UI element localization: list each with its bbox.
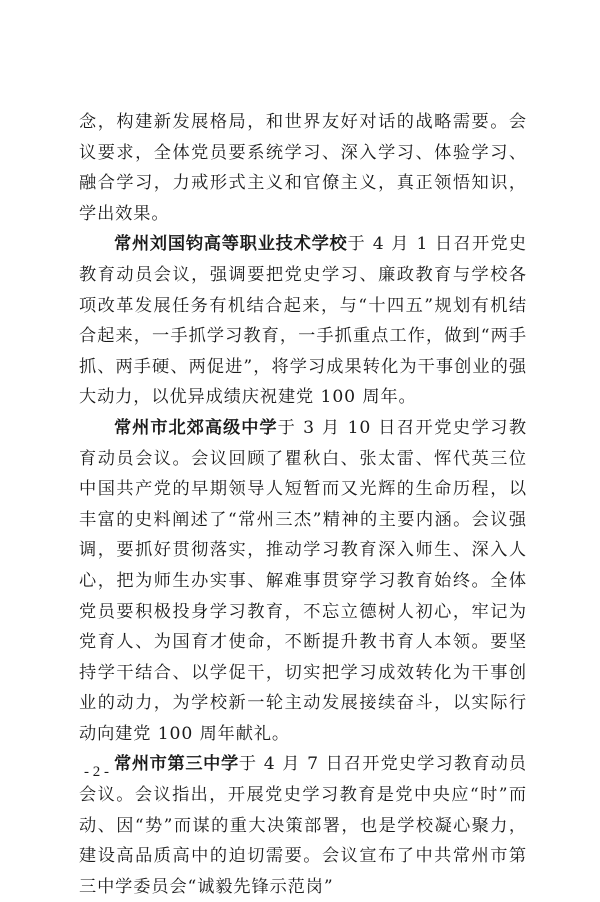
school-name: 常州市北郊高级中学 — [114, 417, 278, 438]
paragraph-text: 于 3 月 10 日召开党史学习教育动员会议。会议回顾了瞿秋白、张太雷、恽代英三位中国共产党的早期领导人短暂而又光辉的生命历程，以丰富的史料阐述了“常州三杰”精神的主要内涵。会议强调，要抓好贯彻落实，推动学习教育深入师生、深入人心，把为师生办实事、解难事贯穿学习教育始终。全体党员要积极投身学习教育，不忘立德树人初心，牢记为党育人、为国育才使命，不断提升教书育人本领。要坚持学干结合、以学促干，切实把学习成效转化为干事创业的动力，为学校新一轮主动发展接续奋斗，以实际行动向建党 100 周年献礼。 — [79, 417, 527, 744]
school-name: 常州刘国钧高等职业技术学校 — [114, 234, 348, 255]
paragraph-beijiao-high-school — [79, 413, 527, 750]
page-number: - 2 - — [84, 764, 109, 780]
document-body — [79, 107, 527, 902]
paragraph-liu-guojun-school — [79, 229, 527, 413]
paragraph-text: 念，构建新发展格局，和世界友好对话的战略需要。会议要求，全体党员要系统学习、深入学习、体验学习、融合学习，力戒形式主义和官僚主义，真正领悟知识，学出效果。 — [79, 112, 527, 224]
paragraph-third-middle-school — [79, 749, 527, 902]
paragraph-text: 于 4 月 7 日召开党史学习教育动员会议。会议指出，开展党史学习教育是党中央应“时”而动、因“势”而谋的重大决策部署，也是学校凝心聚力，建设高品质高中的迫切需要。会议宣布了中共常州市第三中学委员会“诚毅先锋示范岗” — [79, 754, 527, 897]
paragraph-text: 于 4 月 1 日召开党史教育动员会议，强调要把党史学习、廉政教育与学校各项改革发展任务有机结合起来，与“十四五”规划有机结合起来，一手抓学习教育，一手抓重点工作，做到“两手抓、两手硬、两促进”，将学习成果转化为干事创业的强大动力，以优异成绩庆祝建党 100 周年。 — [79, 234, 527, 408]
school-name: 常州市第三中学 — [114, 754, 239, 775]
paragraph-continuation — [79, 107, 527, 229]
